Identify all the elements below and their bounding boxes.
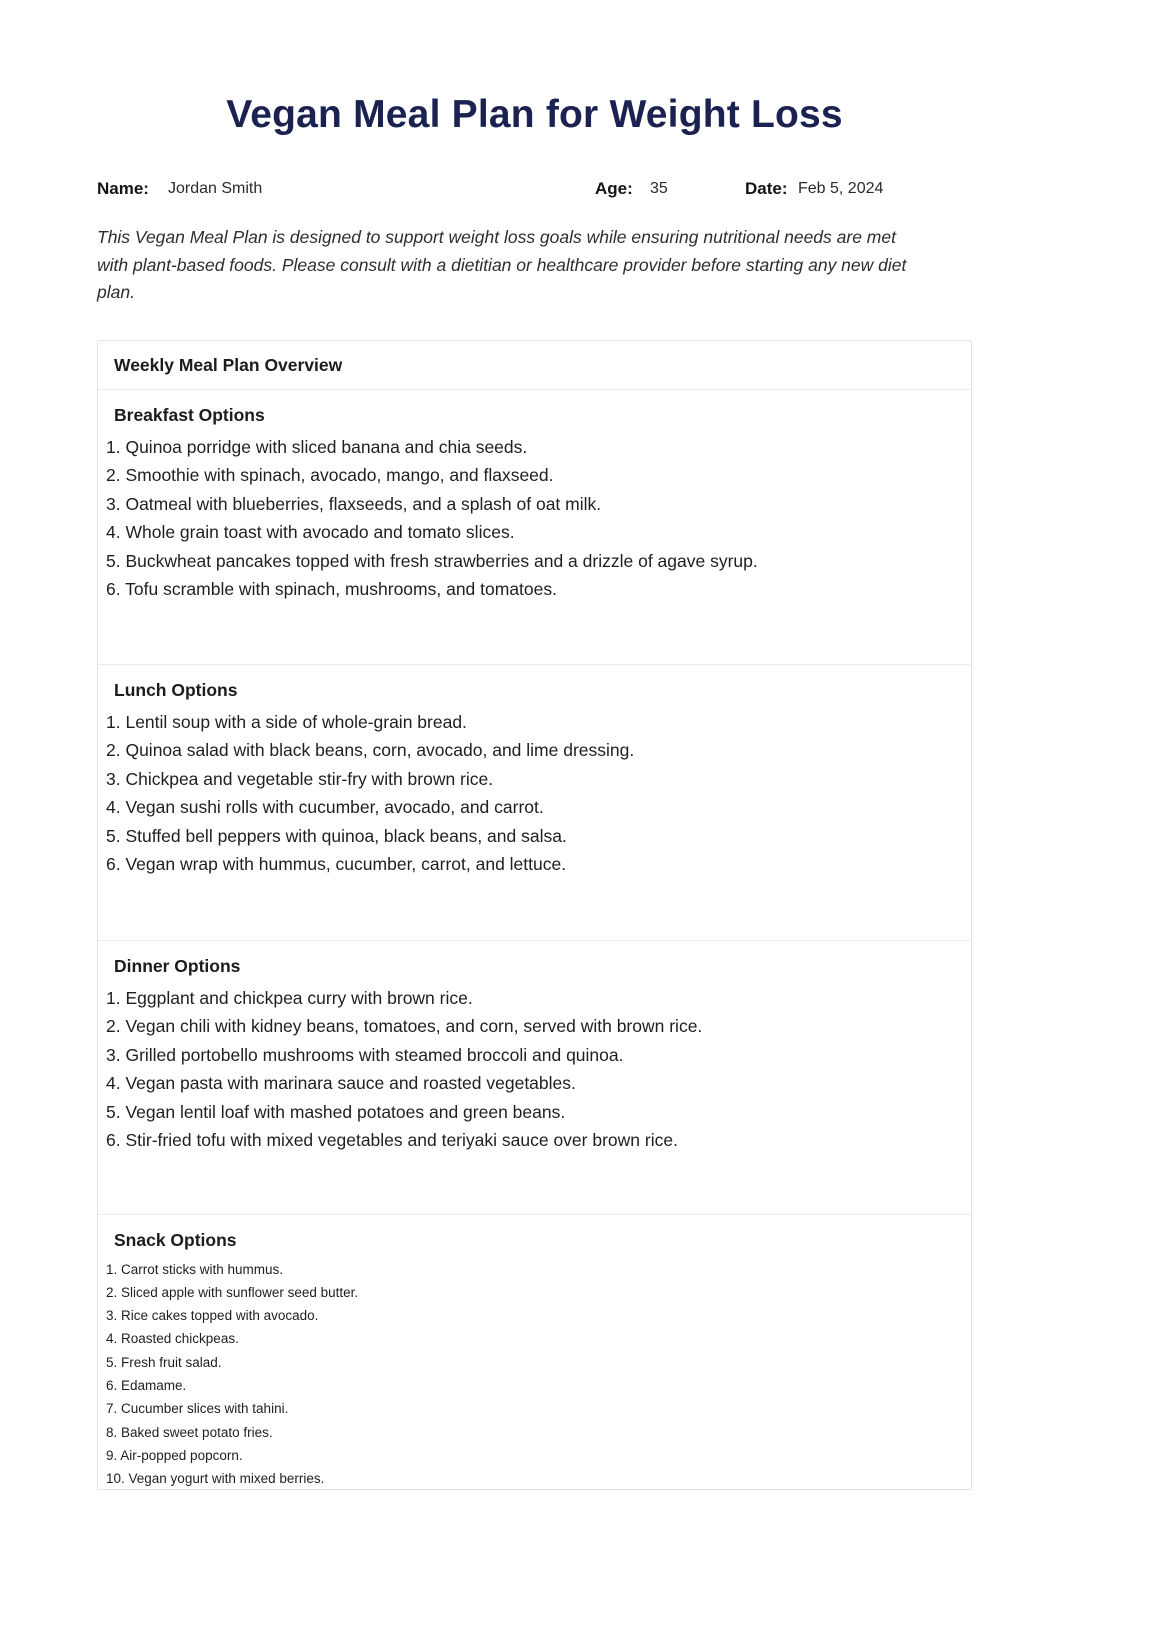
list-item: 1. Eggplant and chickpea curry with brown rice. (106, 987, 473, 1008)
section-title-lunch: Lunch Options (114, 679, 238, 700)
list-item: 4. Vegan sushi rolls with cucumber, avocado, and carrot. (106, 797, 544, 818)
breakfast-items-list (104, 433, 955, 605)
dinner-items-list (104, 984, 955, 1156)
list-item: 3. Rice cakes topped with avocado. (106, 1308, 319, 1324)
list-item: 7. Cucumber slices with tahini. (106, 1401, 289, 1417)
list-item: 5. Vegan lentil loaf with mashed potatoes and green beans. (106, 1101, 566, 1122)
section-breakfast (98, 390, 971, 665)
list-item: 4. Whole grain toast with avocado and tomato slices. (106, 522, 515, 543)
age-field-label: Age: (595, 179, 633, 198)
list-item: 1. Quinoa porridge with sliced banana and chia seeds. (106, 436, 528, 457)
date-field-value: Feb 5, 2024 (798, 180, 884, 197)
section-snack (98, 1215, 971, 1491)
list-item: 3. Grilled portobello mushrooms with steamed broccoli and quinoa. (106, 1044, 624, 1065)
card-header: Weekly Meal Plan Overview (98, 341, 971, 390)
section-title-breakfast: Breakfast Options (114, 404, 265, 425)
document-content (97, 95, 972, 1490)
patient-info-row (97, 179, 972, 203)
list-item: 3. Oatmeal with blueberries, flaxseeds, and a splash of oat milk. (106, 493, 602, 514)
meal-plan-card (97, 340, 972, 1490)
list-item: 2. Vegan chili with kidney beans, tomatoes, and corn, served with brown rice. (106, 1016, 703, 1037)
section-dinner (98, 941, 971, 1215)
list-item: 10. Vegan yogurt with mixed berries. (106, 1471, 325, 1487)
list-item: 5. Fresh fruit salad. (106, 1354, 222, 1370)
list-item: 6. Tofu scramble with spinach, mushrooms, and tomatoes. (106, 579, 558, 600)
list-item: 8. Baked sweet potato fries. (106, 1424, 273, 1440)
name-field-label: Name: (97, 179, 149, 198)
section-title-snack: Snack Options (114, 1229, 237, 1250)
list-item: 1. Lentil soup with a side of whole-grain bread. (106, 711, 467, 732)
document-title: Vegan Meal Plan for Weight Loss (226, 93, 843, 136)
section-lunch (98, 665, 971, 941)
intro-paragraph: This Vegan Meal Plan is designed to support weight loss goals while ensuring nutritional needs are met with plant-based foods. Please consult with a dietitian or healthcare provider before starting any new diet plan. (97, 227, 907, 302)
section-title-dinner: Dinner Options (114, 955, 241, 976)
list-item: 6. Edamame. (106, 1377, 187, 1393)
date-field-label: Date: (745, 179, 788, 198)
list-item: 2. Quinoa salad with black beans, corn, avocado, and lime dressing. (106, 740, 635, 761)
list-item: 1. Carrot sticks with hummus. (106, 1261, 284, 1277)
list-item: 3. Chickpea and vegetable stir-fry with brown rice. (106, 768, 494, 789)
name-field-value: Jordan Smith (168, 180, 263, 197)
list-item: 9. Air-popped popcorn. (106, 1447, 243, 1463)
list-item: 4. Roasted chickpeas. (106, 1331, 239, 1347)
list-item: 6. Vegan wrap with hummus, cucumber, carrot, and lettuce. (106, 854, 567, 875)
lunch-items-list (104, 708, 955, 880)
list-item: 5. Stuffed bell peppers with quinoa, black beans, and salsa. (106, 825, 567, 846)
list-item: 6. Stir-fried tofu with mixed vegetables and teriyaki sauce over brown rice. (106, 1130, 678, 1151)
list-item: 5. Buckwheat pancakes topped with fresh strawberries and a drizzle of agave syrup. (106, 550, 758, 571)
age-field-value: 35 (650, 180, 668, 197)
list-item: 4. Vegan pasta with marinara sauce and roasted vegetables. (106, 1073, 576, 1094)
snack-items-list (104, 1258, 955, 1491)
list-item: 2. Sliced apple with sunflower seed butter. (106, 1284, 359, 1300)
list-item: 2. Smoothie with spinach, avocado, mango, and flaxseed. (106, 465, 554, 486)
